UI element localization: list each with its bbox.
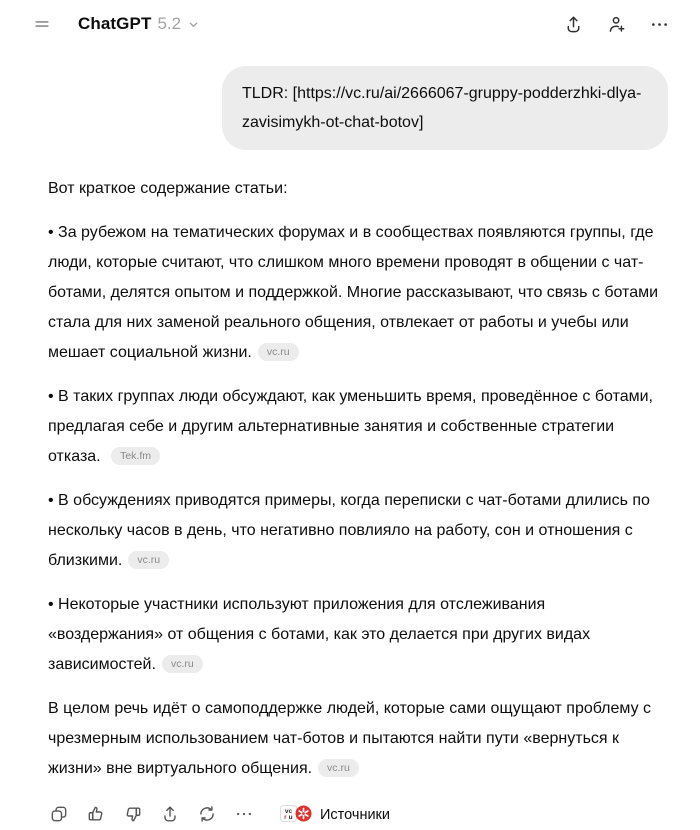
add-person-button[interactable]	[602, 10, 631, 39]
paragraph-text: • За рубежом на тематических форумах и в сообществах появляются группы, где люди, которые считают, что слишком много времени проводят в общении с чат-ботами, делятся опытом и поддержкой. Многие рассказывают, что связь с ботами стала для них заменой реального общения, отвлекает от работы и учебы или мешает социальной жизни.	[48, 224, 659, 361]
sources-button[interactable]	[280, 805, 390, 825]
share-message-button[interactable]	[155, 800, 185, 830]
more-options-icon	[649, 14, 670, 35]
share-icon	[563, 14, 584, 35]
sources-label: Источники	[320, 807, 391, 823]
paragraph-text: В целом речь идёт о самоподдержке людей, которые сами ощущают проблему с чрезмерным использованием чат-ботов и пытаются найти пути «вернуться к жизни» вне виртуального общения.	[48, 700, 652, 777]
sidebar-toggle-button[interactable]	[28, 10, 56, 38]
source-favicons	[280, 805, 312, 825]
regenerate-button[interactable]	[192, 800, 222, 830]
paragraph-text: • Некоторые участники используют приложения для отслеживания «воздержания» от общения с ботами, как это делается при других видах зависимостей.	[48, 596, 591, 673]
copy-button[interactable]	[44, 800, 74, 830]
assistant-message	[48, 174, 660, 784]
paragraph-text: • В таких группах люди обсуждают, как уменьшить время, проведённое с ботами, предлагая себе и другим альтернативные занятия и собственные стратегии отказа.	[48, 388, 653, 465]
chevron-down-icon	[187, 18, 200, 34]
user-message-row	[48, 66, 660, 150]
sidebar-toggle-icon	[32, 14, 52, 34]
tek-fm-favicon	[295, 805, 312, 825]
chat-area	[0, 66, 700, 784]
assistant-paragraph	[48, 590, 660, 680]
assistant-paragraph	[48, 382, 660, 472]
share-icon	[160, 804, 180, 827]
source-badge[interactable]: vc.ru	[162, 655, 203, 673]
top-bar	[0, 0, 700, 48]
share-button[interactable]	[559, 10, 588, 39]
thumbs-down-icon	[123, 804, 143, 827]
more-actions-button[interactable]	[229, 800, 259, 830]
source-badge[interactable]: Tek.fm	[111, 447, 160, 465]
add-person-icon	[606, 14, 627, 35]
message-toolbar	[0, 798, 700, 830]
thumbs-down-button[interactable]	[118, 800, 148, 830]
thumbs-up-button[interactable]	[81, 800, 111, 830]
svg-text:r: r	[284, 814, 287, 821]
copy-icon	[49, 804, 69, 827]
model-version: 5.2	[157, 14, 182, 33]
source-badge[interactable]: vc.ru	[128, 551, 169, 569]
more-options-button[interactable]	[645, 10, 674, 39]
source-badge[interactable]: vc.ru	[258, 343, 299, 361]
thumbs-up-icon	[86, 804, 106, 827]
more-icon	[234, 804, 254, 827]
assistant-paragraph	[48, 694, 660, 784]
header-actions	[559, 10, 674, 39]
source-badge[interactable]: vc.ru	[318, 759, 359, 777]
model-selector[interactable]	[78, 14, 200, 34]
app-title: ChatGPT	[78, 14, 152, 33]
assistant-paragraph	[48, 486, 660, 576]
assistant-intro: Вот краткое содержание статьи:	[48, 180, 288, 197]
svg-text:vc: vc	[284, 807, 293, 815]
paragraph-text: • В обсуждениях приводятся примеры, когда переписки с чат-ботами длились по нескольку часов в день, что негативно повлияло на работу, сон и отношения с близкими.	[48, 492, 650, 569]
svg-text:u: u	[288, 814, 293, 821]
user-message-bubble: TLDR: [https://vc.ru/ai/2666067-gruppy-podderzhki-dlya-zavisimykh-ot-chat-botov]	[222, 66, 668, 150]
regenerate-icon	[197, 804, 217, 827]
assistant-paragraph	[48, 218, 660, 368]
